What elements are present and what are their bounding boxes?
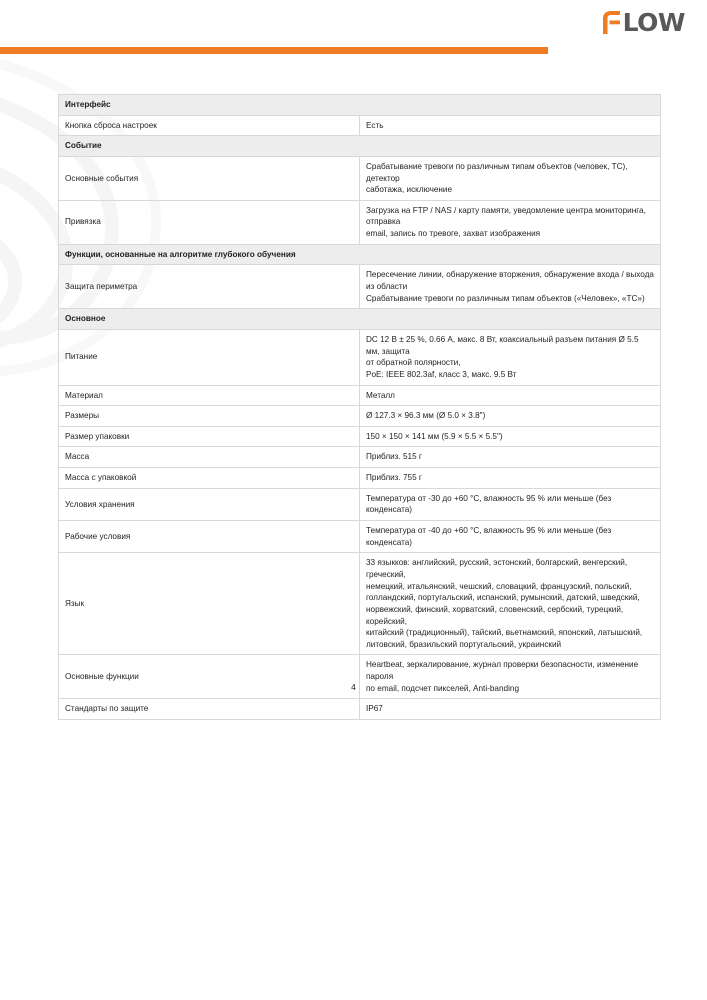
table-row xyxy=(59,156,661,200)
table-row-value-line: IP67 xyxy=(366,704,383,714)
table-row-label: Стандарты по защите xyxy=(59,699,360,720)
table-row-value-line: Металл xyxy=(366,390,395,400)
table-row-value-line: Heartbeat, зеркалирование, журнал проверки безопасности, изменение пароля xyxy=(366,660,639,682)
table-row-label: Защита периметра xyxy=(59,265,360,309)
table-row-label: Основные события xyxy=(59,156,360,200)
table-row-value-line: Температура от -30 до +60 °C, влажность 95 % или меньше (без конденсата) xyxy=(366,493,612,515)
table-row xyxy=(59,468,661,489)
orange-accent-bar xyxy=(0,47,548,54)
table-row xyxy=(59,699,661,720)
table-row-value xyxy=(360,447,661,468)
specification-table-wrapper xyxy=(58,94,661,720)
table-row-value-line: голландский, португальский, испанский, румынский, датский, шведский, xyxy=(366,593,640,603)
table-section-title: Интерфейс xyxy=(59,95,661,116)
table-section-row xyxy=(59,309,661,330)
table-row-value-line: Есть xyxy=(366,120,384,130)
flow-logo-text: LOW xyxy=(622,7,685,37)
specification-table xyxy=(58,94,661,720)
page-header xyxy=(0,0,707,46)
table-row-value xyxy=(360,553,661,655)
table-row xyxy=(59,200,661,244)
table-row-value-line: Ø 127.3 × 96.3 мм (Ø 5.0 × 3.8") xyxy=(366,411,486,421)
table-row-value-line: Пересечение линии, обнаружение вторжения, обнаружение входа / выхода xyxy=(366,270,654,280)
table-row-label: Язык xyxy=(59,553,360,655)
table-row-value xyxy=(360,699,661,720)
table-row-value-line: Температура от -40 до +60 °C, влажность 95 % или меньше (без конденсата) xyxy=(366,526,612,547)
table-row-value-line: email, запись по тревоге, захват изображения xyxy=(366,229,541,239)
table-row-value-line: саботажа, исключение xyxy=(366,185,453,195)
table-row-label: Питание xyxy=(59,329,360,385)
table-row-value-line: DC 12 В ± 25 %, 0.66 А, макс. 8 Вт, коаксиальный разъем питания Ø 5.5 мм, защита xyxy=(366,334,639,356)
table-row-value-line: Приблиз. 755 г xyxy=(366,473,422,483)
table-row-value xyxy=(360,426,661,447)
table-section-row xyxy=(59,244,661,265)
table-row xyxy=(59,655,661,699)
table-row-value-line: немецкий, итальянский, чешский, словацкий, французский, польский, xyxy=(366,581,632,591)
table-row xyxy=(59,329,661,385)
table-row-label: Рабочие условия xyxy=(59,521,360,553)
table-row xyxy=(59,385,661,406)
table-row-value-line: китайский (традиционный), тайский, вьетнамский, японский, латышский, xyxy=(366,628,643,638)
table-row-value-line: PoE: IEEE 802.3af, класс 3, макс. 9.5 Вт xyxy=(366,369,517,379)
table-row-label: Размер упаковки xyxy=(59,426,360,447)
table-row xyxy=(59,406,661,427)
table-row-value xyxy=(360,329,661,385)
table-row-label: Размеры xyxy=(59,406,360,427)
table-section-row xyxy=(59,136,661,157)
table-row xyxy=(59,265,661,309)
table-row-value-line: из области xyxy=(366,282,408,292)
table-section-row xyxy=(59,95,661,116)
table-row xyxy=(59,521,661,553)
table-row xyxy=(59,447,661,468)
table-row-label: Привязка xyxy=(59,200,360,244)
page-footer xyxy=(0,682,707,692)
table-row-value xyxy=(360,406,661,427)
table-row xyxy=(59,115,661,136)
table-section-title: Основное xyxy=(59,309,661,330)
table-section-title: Событие xyxy=(59,136,661,157)
page-number: 4 xyxy=(351,681,356,692)
table-row-value xyxy=(360,265,661,309)
table-section-title: Функции, основанные на алгоритме глубокого обучения xyxy=(59,244,661,265)
table-row-value xyxy=(360,521,661,553)
table-row-value-line: норвежский, финский, хорватский, словенский, сербский, турецкий, корейский, xyxy=(366,604,624,626)
table-row-value xyxy=(360,488,661,520)
flow-logo xyxy=(600,8,685,36)
table-row-value-line: Срабатывание тревоги по различным типам объектов («Человек», «ТС») xyxy=(366,293,645,303)
table-row-value xyxy=(360,200,661,244)
table-row-label: Материал xyxy=(59,385,360,406)
table-row-value xyxy=(360,385,661,406)
table-row-value xyxy=(360,156,661,200)
table-row-value xyxy=(360,115,661,136)
table-row-value xyxy=(360,655,661,699)
table-row-value-line: Загрузка на FTP / NAS / карту памяти, уведомление центра мониторинга, отправка xyxy=(366,205,646,227)
table-row-value-line: от обратной полярности, xyxy=(366,358,461,368)
table-row xyxy=(59,426,661,447)
table-row-value-line: 150 × 150 × 141 мм (5.9 × 5.5 × 5.5") xyxy=(366,431,503,441)
table-row-value-line: Приблиз. 515 г xyxy=(366,452,422,462)
table-row-label: Условия хранения xyxy=(59,488,360,520)
table-row-value-line: литовский, бразильский португальский, украинский xyxy=(366,639,562,649)
specification-table-body xyxy=(59,95,661,720)
table-row-value-line: Срабатывание тревоги по различным типам объектов (человек, ТС), детектор xyxy=(366,161,628,183)
table-row-value-line: по email, подсчет пикселей, Anti-banding xyxy=(366,683,520,693)
table-row-value-line: 33 языкков: английский, русский, эстонский, болгарский, венгерский, греческий, xyxy=(366,558,628,579)
table-row-label: Масса с упаковкой xyxy=(59,468,360,489)
table-row-value xyxy=(360,468,661,489)
table-row xyxy=(59,488,661,520)
table-row-label: Кнопка сброса настроек xyxy=(59,115,360,136)
table-row-label: Основные функции xyxy=(59,655,360,699)
flow-logo-mark-icon xyxy=(600,10,622,35)
table-row-label: Масса xyxy=(59,447,360,468)
table-row xyxy=(59,553,661,655)
